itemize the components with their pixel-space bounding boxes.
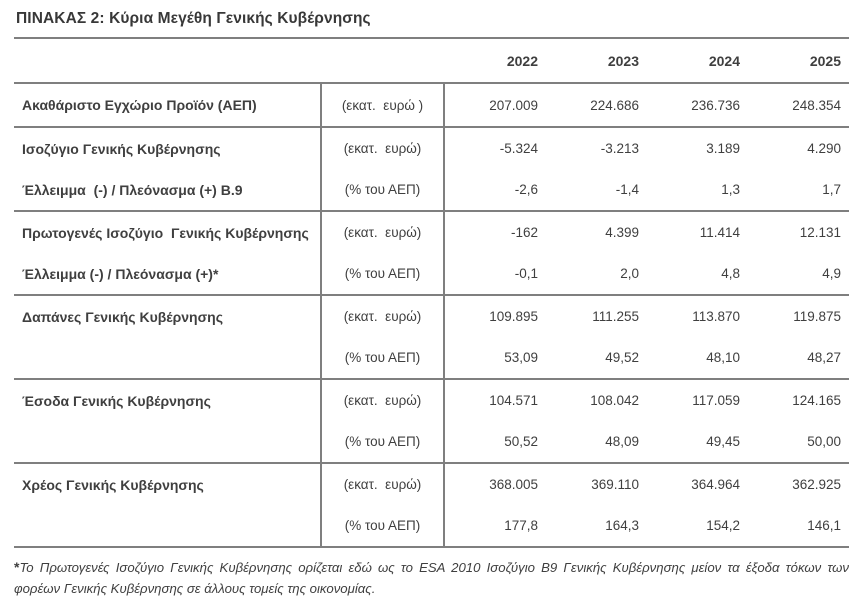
- row-unit: (εκατ. ευρώ): [320, 296, 445, 337]
- year-header-row: [14, 39, 849, 84]
- value-2023: 164,3: [605, 518, 639, 533]
- section-debt: [14, 464, 849, 548]
- value-2025: 362.925: [792, 477, 841, 492]
- value-2023: 49,52: [605, 350, 639, 365]
- value-2024: 49,45: [706, 434, 740, 449]
- table-row: [14, 464, 849, 505]
- row-unit: (% του ΑΕΠ): [320, 169, 445, 210]
- value-2022: 177,8: [504, 518, 538, 533]
- value-2022: 104.571: [489, 393, 538, 408]
- row-unit: (% του ΑΕΠ): [320, 505, 445, 546]
- value-2024: 3.189: [706, 141, 740, 156]
- footnote-asterisk: *: [14, 559, 20, 575]
- value-2025: 119.875: [793, 309, 841, 324]
- row-unit: (% του ΑΕΠ): [320, 253, 445, 294]
- value-2023: 48,09: [605, 434, 639, 449]
- row-label: Έλλειμμα (-) / Πλεόνασμα (+) Β.9: [22, 181, 243, 198]
- value-2025: 12.131: [799, 225, 841, 240]
- value-2025: 1,7: [822, 182, 841, 197]
- value-2024: 236.736: [691, 97, 740, 113]
- table-row: [14, 84, 849, 126]
- value-2025: 146,1: [807, 518, 841, 533]
- table-row: [14, 296, 849, 337]
- section-expenditure: [14, 296, 849, 380]
- value-2023: 2,0: [620, 266, 639, 281]
- row-unit: (% του ΑΕΠ): [320, 337, 445, 378]
- table-row: [14, 421, 849, 462]
- row-unit: (% του ΑΕΠ): [320, 421, 445, 462]
- value-2023: -1,4: [615, 182, 639, 197]
- value-2024: 117.059: [692, 393, 740, 408]
- table-row: [14, 505, 849, 546]
- value-2022: -2,6: [514, 182, 538, 197]
- row-label: Δαπάνες Γενικής Κυβέρνησης: [22, 308, 223, 325]
- value-2024: 48,10: [706, 350, 740, 365]
- table-title: ΠΙΝΑΚΑΣ 2: Κύρια Μεγέθη Γενικής Κυβέρνησης: [16, 10, 371, 27]
- row-label: Χρέος Γενικής Κυβέρνησης: [22, 476, 204, 493]
- value-2025: 4,9: [822, 266, 841, 281]
- value-2023: 108.042: [590, 393, 639, 408]
- row-label: Πρωτογενές Ισοζύγιο Γενικής Κυβέρνησης: [22, 224, 309, 241]
- value-2024: 364.964: [691, 477, 740, 492]
- value-2024: 1,3: [721, 182, 740, 197]
- row-unit: (εκατ. ευρώ ): [320, 84, 445, 126]
- footnote: [14, 557, 849, 599]
- value-2022: -0,1: [514, 266, 538, 281]
- table-row: [14, 253, 849, 294]
- value-2024: 4,8: [721, 266, 740, 281]
- value-2022: 109.895: [489, 309, 538, 324]
- value-2025: 48,27: [807, 350, 841, 365]
- table-row: [14, 212, 849, 253]
- row-unit: (εκατ. ευρώ): [320, 380, 445, 421]
- value-2022: -162: [510, 225, 538, 240]
- value-2022: 53,09: [504, 350, 538, 365]
- table-row: [14, 169, 849, 210]
- section-primary-balance: [14, 212, 849, 296]
- value-2023: 369.110: [591, 477, 639, 492]
- value-2023: 4.399: [605, 225, 639, 240]
- footnote-text: Το Πρωτογενές Ισοζύγιο Γενικής Κυβέρνησης ορίζεται εδώ ως το ESA 2010 Ισοζύγιο Β9 Γενικής Κυβέρνησης μείον τα έξοδα τόκων των φορέων Γενικής Κυβέρνησης σε άλλους τομείς της οικονομίας.: [14, 560, 849, 596]
- section-gdp: [14, 84, 849, 128]
- row-label: Ακαθάριστο Εγχώριο Προϊόν (ΑΕΠ): [22, 97, 257, 113]
- year-header-2025: 2025: [809, 52, 841, 69]
- row-label: Έλλειμμα (-) / Πλεόνασμα (+)*: [22, 265, 219, 282]
- table-row: [14, 380, 849, 421]
- value-2023: 224.686: [590, 97, 639, 113]
- table-row: [14, 128, 849, 169]
- value-2022: -5.324: [499, 141, 538, 156]
- value-2025: 248.354: [792, 97, 841, 113]
- value-2025: 4.290: [807, 141, 841, 156]
- row-label: Έσοδα Γενικής Κυβέρνησης: [22, 392, 211, 409]
- year-header-2022: 2022: [506, 52, 538, 69]
- row-unit: (εκατ. ευρώ): [320, 128, 445, 169]
- table-row: [14, 337, 849, 378]
- value-2022: 368.005: [489, 477, 538, 492]
- value-2025: 50,00: [807, 434, 841, 449]
- value-2022: 207.009: [489, 97, 538, 113]
- section-balance: [14, 128, 849, 212]
- value-2024: 154,2: [706, 518, 740, 533]
- value-2024: 11.414: [699, 225, 740, 240]
- value-2023: 111.255: [592, 309, 639, 324]
- year-header-2024: 2024: [708, 52, 740, 69]
- row-unit: (εκατ. ευρώ): [320, 212, 445, 253]
- year-header-2023: 2023: [607, 52, 639, 69]
- value-2024: 113.870: [692, 309, 740, 324]
- value-2023: -3.213: [600, 141, 639, 156]
- row-label: Ισοζύγιο Γενικής Κυβέρνησης: [22, 140, 221, 157]
- value-2025: 124.165: [792, 393, 841, 408]
- section-revenue: [14, 380, 849, 464]
- row-unit: (εκατ. ευρώ): [320, 464, 445, 505]
- value-2022: 50,52: [504, 434, 538, 449]
